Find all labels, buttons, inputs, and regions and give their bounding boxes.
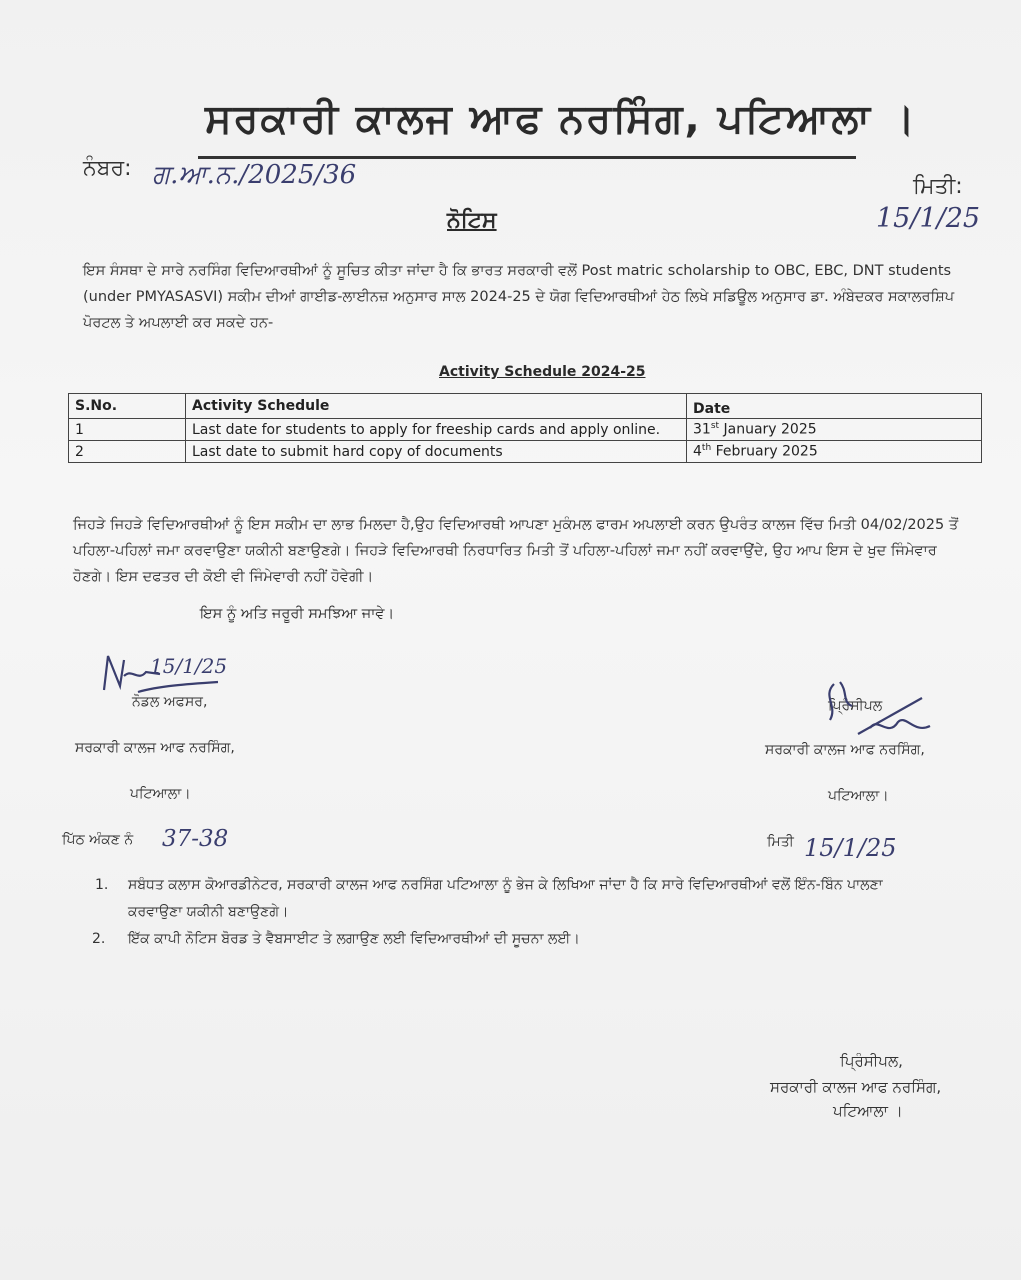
row-sno: 2 <box>69 441 186 463</box>
endorsement-label: ਪਿੱਠ ਅੰਕਣ ਨੰ <box>62 832 134 848</box>
footer-org: ਸਰਕਾਰੀ ਕਾਲਜ ਆਫ ਨਰਸਿੰਗ, <box>770 1078 942 1096</box>
list-item-1-text: ਸਬੰਧਤ ਕਲਾਸ ਕੋਆਰਡੀਨੇਟਰ, ਸਰਕਾਰੀ ਕਾਲਜ ਆਫ ਨਰਸਿੰਗ ਪਟਿਆਲਾ ਨੂੰ ਭੇਜ ਕੇ ਲਿਖਿਆ ਜਾਂਦਾ ਹੈ ਕਿ ਸਾਰੇ ਵਿਦਿਆਰਥੀਆਂ ਵਲੋਂ ਇੰਨ-ਬਿੰਨ ਪਾਲਣਾ <box>128 877 883 893</box>
nodal-signature-date: 15/1/25 <box>150 654 228 678</box>
number-label: ਨੰਬਰ: <box>83 156 132 181</box>
nodal-officer-org: ਸਰਕਾਰੀ ਕਾਲਜ ਆਫ ਨਰਸਿੰਗ, <box>75 740 235 756</box>
list-item-1-number: 1. <box>95 877 109 893</box>
header-sno: S.No. <box>69 394 186 419</box>
date-label: ਮਿਤੀ: <box>913 174 963 199</box>
nodal-officer-designation: ਨੋਡਲ ਅਫਸਰ, <box>132 694 208 710</box>
intro-paragraph: ਇਸ ਸੰਸਥਾ ਦੇ ਸਾਰੇ ਨਰਸਿੰਗ ਵਿਦਿਆਰਥੀਆਂ ਨੂੰ ਸੂਚਿਤ ਕੀਤਾ ਜਾਂਦਾ ਹੈ ਕਿ ਭਾਰਤ ਸਰਕਾਰੀ ਵਲੋਂ Post matric scholarship to OBC, EBC, DNT students (under PMYASASVI) ਸਕੀਮ ਦੀਆਂ ਗਾਈਡ-ਲਾਈਨਜ਼ ਅਨੁਸਾਰ ਸਾਲ 2024-25 ਦੇ ਯੋਗ ਵਿਦਿਆਰਥੀਆਂ ਹੇਠ ਲਿਖੇ ਸਡਿਊਲ ਅਨੁਸਾਰ ਡਾ. ਅੰਬੇਦਕਰ ਸਕਾਲਰਸ਼ਿਪ ਪੋਰਟਲ ਤੇ ਅਪਲਾਈ ਕਰ ਸਕਦੇ ਹਨ- <box>83 263 955 331</box>
title-underline <box>198 156 856 159</box>
row-activity: Last date to submit hard copy of documents <box>186 441 687 463</box>
nodal-officer-city: ਪਟਿਆਲਾ। <box>130 786 191 802</box>
number-value: ਗ.ਆ.ਨ./2025/36 <box>152 160 357 190</box>
endorsement-date: 15/1/25 <box>804 834 897 862</box>
footer-city: ਪਟਿਆਲਾ । <box>833 1102 903 1120</box>
urgent-line: ਇਸ ਨੂੰ ਅਤਿ ਜਰੂਰੀ ਸਮਝਿਆ ਜਾਵੇ। <box>200 606 395 622</box>
table-header-row <box>69 394 982 419</box>
endorsement-number: 37-38 <box>162 826 229 852</box>
college-title: ਸਰਕਾਰੀ ਕਾਲਜ ਆਫ ਨਰਸਿੰਗ, ਪਟਿਆਲਾ । <box>205 96 917 142</box>
table-row <box>69 419 982 441</box>
row-activity: Last date for students to apply for freeship cards and apply online. <box>186 419 687 441</box>
list-item-1-continued: ਕਰਵਾਉਣਾ ਯਕੀਨੀ ਬਣਾਉਣਗੇ। <box>128 904 289 920</box>
schedule-table <box>68 393 982 463</box>
body-paragraph: ਜਿਹੜੇ ਜਿਹੜੇ ਵਿਦਿਆਰਥੀਆਂ ਨੂੰ ਇਸ ਸਕੀਮ ਦਾ ਲਾਭ ਮਿਲਦਾ ਹੈ,ਉਹ ਵਿਦਿਆਰਥੀ ਆਪਣਾ ਮੁਕੰਮਲ ਫਾਰਮ ਅਪਲਾਈ ਕਰਨ ਉਪਰੰਤ ਕਾਲਜ ਵਿੱਚ ਮਿਤੀ 04/02/2025 ਤੋਂ ਪਹਿਲਾ-ਪਹਿਲਾਂ ਜਮਾ ਕਰਵਾਉਣਾ ਯਕੀਨੀ ਬਣਾਉਣਗੇ। ਜਿਹੜੇ ਵਿਦਿਆਰਥੀ ਨਿਰਧਾਰਿਤ ਮਿਤੀ ਤੋਂ ਪਹਿਲਾ-ਪਹਿਲਾਂ ਜਮਾ ਨਹੀਂ ਕਰਵਾਉਂਦੇ, ਉਹ ਆਪ ਇਸ ਦੇ ਖੁਦ ਜਿੰਮੇਵਾਰ ਹੋਣਗੇ। ਇਸ ਦਫਤਰ ਦੀ ਕੋਈ ਵੀ ਜਿੰਮੇਵਾਰੀ ਨਹੀਂ ਹੋਵੇਗੀ। <box>73 517 959 585</box>
row-sno: 1 <box>69 419 186 441</box>
schedule-title: Activity Schedule 2024-25 <box>439 364 646 380</box>
principal-city: ਪਟਿਆਲਾ। <box>828 788 889 804</box>
header-activity: Activity Schedule <box>186 394 687 419</box>
row-date: 31st January 2025 <box>687 419 982 441</box>
principal-org: ਸਰਕਾਰੀ ਕਾਲਜ ਆਫ ਨਰਸਿੰਗ, <box>765 742 925 758</box>
date-value: 15/1/25 <box>876 203 981 234</box>
list-item-2-number: 2. <box>92 931 106 947</box>
table-row <box>69 441 982 463</box>
footer-designation: ਪ੍ਰਿੰਸੀਪਲ, <box>840 1052 903 1070</box>
row-date: 4th February 2025 <box>687 441 982 463</box>
notice-heading: ਨੋਟਿਸ <box>447 208 497 233</box>
principal-designation-top: ਪ੍ਰਿੰਸੀਪਲ <box>828 698 883 714</box>
list-item-2-text: ਇੱਕ ਕਾਪੀ ਨੋਟਿਸ ਬੋਰਡ ਤੇ ਵੈਬਸਾਈਟ ਤੇ ਲਗਾਉਣ ਲਈ ਵਿਦਿਆਰਥੀਆਂ ਦੀ ਸੂਚਨਾ ਲਈ। <box>128 931 580 947</box>
endorsement-date-label: ਮਿਤੀ <box>767 834 794 850</box>
header-date: Date <box>687 394 982 419</box>
